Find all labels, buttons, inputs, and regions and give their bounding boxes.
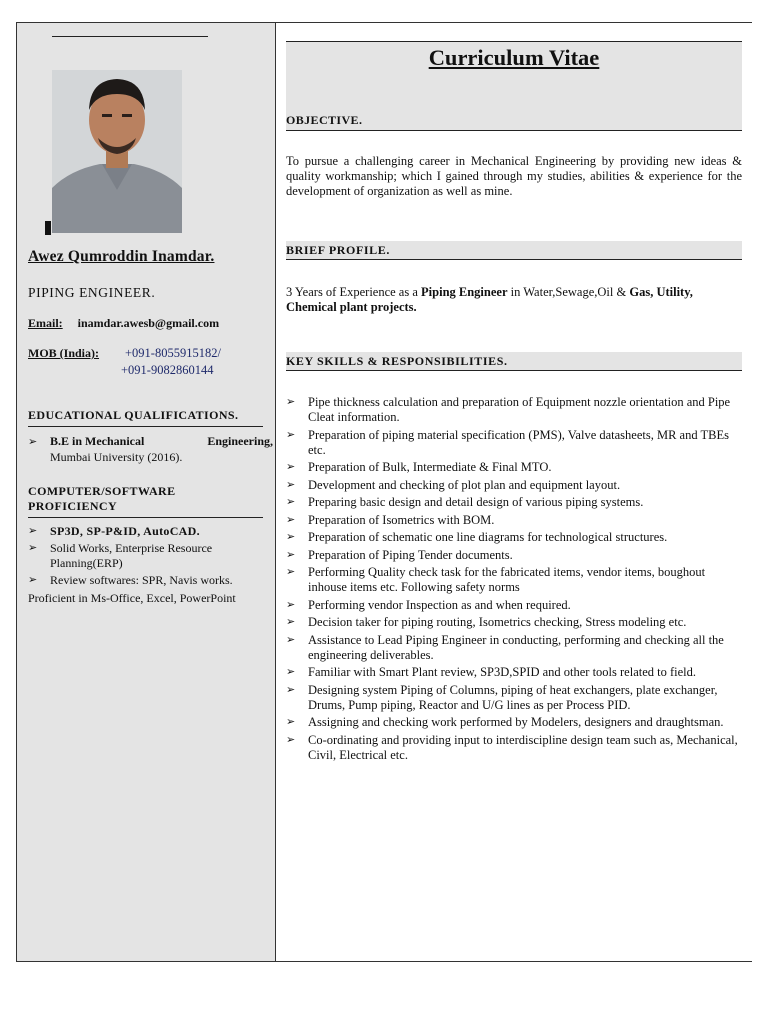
profile-text-part: in Water,Sewage,Oil & bbox=[507, 285, 630, 299]
skill-item bbox=[286, 598, 744, 613]
top-rule bbox=[52, 36, 208, 37]
office-proficiency: Proficient in Ms-Office, Excel, PowerPoint bbox=[28, 591, 236, 605]
degree-title: B.E in Mechanical bbox=[50, 434, 145, 448]
skill-item bbox=[286, 460, 744, 475]
skill-text: Designing system Piping of Columns, piping of heat exchangers, plate exchanger, Drums, Pump piping, Reactor and U/G lines as per Process PID. bbox=[308, 682, 718, 712]
skill-text: Decision taker for piping routing, Isometrics checking, Stress modeling etc. bbox=[308, 615, 687, 629]
bullet-arrow-icon: ➢ bbox=[286, 666, 296, 678]
mobile-number-1[interactable]: +091-8055915182/ bbox=[125, 346, 221, 360]
skill-text: Development and checking of plot plan and equipment layout. bbox=[308, 477, 621, 492]
bullet-arrow-icon: ➢ bbox=[286, 633, 296, 646]
bullet-arrow-icon: ➢ bbox=[286, 566, 296, 578]
skill-text: Preparation of piping material specification (PMS), Valve datasheets, MR and TBEs etc. bbox=[308, 427, 729, 457]
list-item bbox=[28, 573, 268, 588]
skill-item bbox=[286, 683, 744, 713]
skill-item bbox=[286, 665, 744, 680]
education-heading-text: EDUCATIONAL QUALIFICATIONS. bbox=[28, 408, 239, 422]
main-content bbox=[276, 23, 752, 961]
education-heading bbox=[28, 408, 263, 427]
mobile-label: MOB (India): bbox=[28, 346, 100, 360]
bullet-arrow-icon: ➢ bbox=[286, 396, 296, 408]
bullet-arrow-icon: ➢ bbox=[286, 598, 296, 611]
skill-text: Assistance to Lead Piping Engineer in conducting, performing and checking all the engineering deliverables. bbox=[308, 632, 724, 662]
profile-text bbox=[286, 285, 742, 315]
skill-item bbox=[286, 530, 744, 545]
bullet-arrow-icon: ➢ bbox=[286, 733, 296, 746]
skill-text: Preparing basic design and detail design of various piping systems. bbox=[308, 495, 644, 509]
profile-bold-sectors: Gas, Utility, Chemical plant projects. bbox=[286, 285, 693, 314]
bullet-arrow-icon: ➢ bbox=[28, 542, 38, 554]
list-item bbox=[28, 541, 268, 571]
skill-text: Preparation of schematic one line diagrams for technological structures. bbox=[308, 530, 668, 544]
skill-item bbox=[286, 395, 744, 425]
skill-text: Preparation of Isometrics with BOM. bbox=[308, 512, 495, 527]
skill-item bbox=[286, 615, 744, 630]
email-label: Email: bbox=[28, 316, 63, 330]
bullet-arrow-icon: ➢ bbox=[286, 531, 296, 543]
portrait-illustration bbox=[52, 70, 182, 233]
skill-text: Familiar with Smart Plant review, SP3D,SPID and other tools related to field. bbox=[308, 665, 697, 679]
skills-list bbox=[286, 395, 744, 765]
objective-text: To pursue a challenging career in Mechanical Engineering by providing new ideas & quality workmanship; which I gained through my studies, abilities & experience for the development of organization as well as mine. bbox=[286, 154, 742, 198]
photo-corner-mark bbox=[45, 221, 51, 235]
bullet-arrow-icon: ➢ bbox=[286, 716, 296, 728]
skill-item bbox=[286, 565, 744, 595]
objective-heading: OBJECTIVE. bbox=[286, 113, 742, 131]
skill-item bbox=[286, 478, 744, 493]
degree-field: Engineering, bbox=[207, 434, 273, 448]
software-heading bbox=[28, 484, 263, 518]
list-item bbox=[28, 524, 268, 539]
bullet-arrow-icon: ➢ bbox=[28, 436, 38, 448]
skill-text: Assigning and checking work performed by Modelers, designers and draughtsman. bbox=[308, 715, 724, 729]
profile-photo bbox=[52, 70, 182, 233]
sidebar bbox=[17, 23, 276, 961]
skill-text: Performing Quality check task for the fabricated items, vendor items, boughout inhouse items etc. Following safety norms bbox=[308, 565, 706, 594]
bullet-arrow-icon: ➢ bbox=[286, 548, 296, 561]
software-list bbox=[28, 524, 268, 590]
bullet-arrow-icon: ➢ bbox=[286, 496, 296, 508]
skill-item bbox=[286, 495, 744, 510]
skills-heading: KEY SKILLS & RESPONSIBILITIES. bbox=[286, 352, 742, 371]
skill-item bbox=[286, 548, 744, 563]
software-heading-line2: PROFICIENCY bbox=[28, 499, 118, 513]
mobile-number-2[interactable]: +091-9082860144 bbox=[121, 363, 214, 377]
skill-item bbox=[286, 513, 744, 528]
skill-text: Preparation of Piping Tender documents. bbox=[308, 547, 513, 562]
bullet-arrow-icon: ➢ bbox=[286, 616, 296, 628]
candidate-name: Awez Qumroddin Inamdar. bbox=[28, 248, 215, 265]
skill-item bbox=[286, 715, 744, 730]
skill-text: Preparation of Bulk, Intermediate & Final MTO. bbox=[308, 460, 552, 474]
resume-page bbox=[16, 22, 752, 962]
profile-bold-role: Piping Engineer bbox=[421, 285, 508, 299]
bullet-arrow-icon: ➢ bbox=[286, 683, 296, 696]
degree-detail: Mumbai University (2016). bbox=[50, 450, 183, 464]
skill-text: Co-ordinating and providing input to interdiscipline design team such as, Mechanical, Civil, Electrical etc. bbox=[308, 732, 738, 762]
software-item: SP3D, SP-P&ID, AutoCAD. bbox=[50, 524, 200, 538]
skill-item bbox=[286, 733, 744, 763]
mobile-label-row bbox=[28, 346, 99, 361]
bullet-arrow-icon: ➢ bbox=[286, 461, 296, 473]
skill-text: Performing vendor Inspection as and when required. bbox=[308, 597, 571, 612]
email-row bbox=[28, 316, 219, 331]
bullet-arrow-icon: ➢ bbox=[28, 525, 38, 537]
software-heading-line1: COMPUTER/SOFTWARE bbox=[28, 484, 176, 498]
bullet-arrow-icon: ➢ bbox=[286, 478, 296, 491]
skill-item bbox=[286, 633, 744, 663]
document-title: Curriculum Vitae bbox=[428, 45, 600, 70]
job-title: PIPING ENGINEER. bbox=[28, 285, 156, 300]
bullet-arrow-icon: ➢ bbox=[286, 513, 296, 526]
profile-text-part: 3 Years of Experience as a bbox=[286, 285, 422, 299]
profile-heading: BRIEF PROFILE. bbox=[286, 241, 742, 260]
email-value[interactable]: inamdar.awesb@gmail.com bbox=[77, 316, 220, 330]
software-item: Solid Works, Enterprise Resource Planning(ERP) bbox=[50, 541, 213, 570]
bullet-arrow-icon: ➢ bbox=[286, 428, 296, 441]
skill-text: Pipe thickness calculation and preparation of Equipment nozzle orientation and Pipe Cleat information. bbox=[308, 395, 731, 424]
skill-item bbox=[286, 428, 744, 458]
education-item bbox=[28, 434, 273, 465]
bullet-arrow-icon: ➢ bbox=[28, 574, 38, 586]
software-item: Review softwares: SPR, Navis works. bbox=[50, 573, 233, 587]
